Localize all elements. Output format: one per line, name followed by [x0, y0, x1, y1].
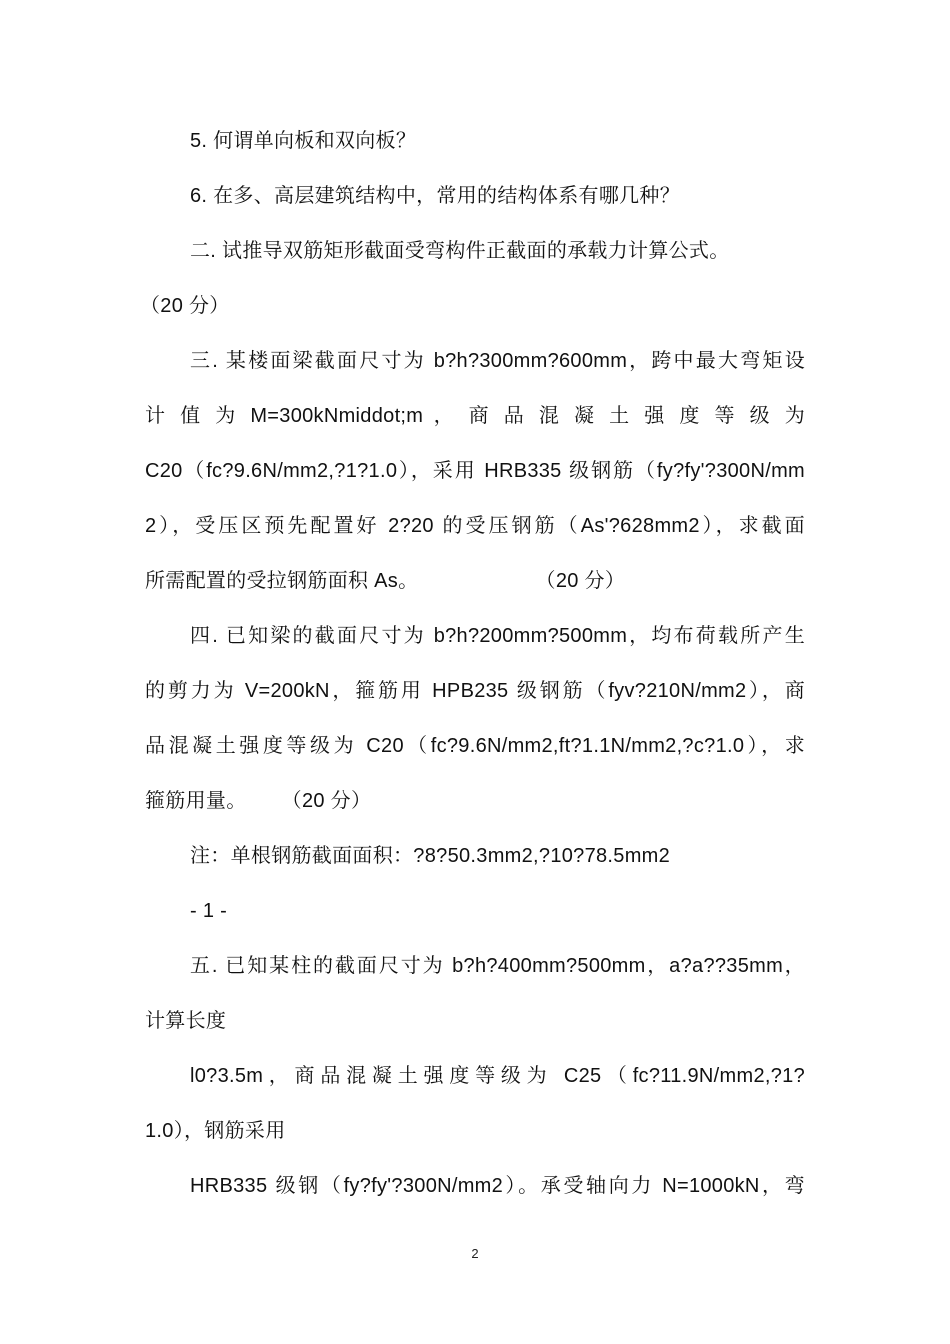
section-3-line-2: 计 值 为 M=300kNmiddot;m ， 商 品 混 凝 土 强 度 等 级 为 — [145, 405, 805, 427]
page-number: 2 — [471, 1246, 479, 1261]
section-5-line-1: 五. 已知某柱的截面尺寸为 b?h?400mm?500mm，a?a??35mm， — [190, 955, 805, 977]
section-3-line-5: 所需配置的受拉钢筋面积 As。 （20 分） — [145, 570, 626, 592]
section-3-line-3: C20（fc?9.6N/mm2,?1?1.0），采用 HRB335 级钢筋（fy?fy'?300N/mm — [145, 460, 805, 482]
rebar-area-note: 注：单根钢筋截面面积：?8?50.3mm2,?10?78.5mm2 — [190, 845, 671, 867]
section-5-line-4: 1.0），钢筋采用 — [145, 1120, 286, 1142]
section-4-line-4: 箍筋用量。 （20 分） — [145, 790, 372, 812]
section-5-line-2: 计算长度 — [145, 1010, 227, 1032]
section-4-line-2: 的剪力为 V=200kN，箍筋用 HPB235 级钢筋（fyv?210N/mm2），商 — [145, 680, 805, 702]
section-2-heading: 二. 试推导双筋矩形截面受弯构件正截面的承载力计算公式。 — [190, 240, 730, 262]
inline-page-marker: - 1 - — [190, 900, 228, 922]
section-4-line-1: 四. 已知梁的截面尺寸为 b?h?200mm?500mm，均布荷载所产生 — [190, 625, 805, 647]
section-3-line-4: 2），受压区预先配置好 2?20 的受压钢筋（As'?628mm2），求截面 — [145, 515, 805, 537]
question-6: 6. 在多、高层建筑结构中，常用的结构体系有哪几种？ — [190, 185, 681, 207]
section-4-line-3: 品混凝土强度等级为 C20（fc?9.6N/mm2,ft?1.1N/mm2,?c?1.0），求 — [145, 735, 805, 757]
section-3-line-1: 三. 某楼面梁截面尺寸为 b?h?300mm?600mm，跨中最大弯矩设 — [190, 350, 805, 372]
section-5-line-3: l0?3.5m，商品混凝土强度等级为 C25（fc?11.9N/mm2,?1? — [190, 1065, 805, 1087]
section-2-score: （20 分） — [140, 295, 230, 317]
section-5-line-5: HRB335 级钢（fy?fy'?300N/mm2）。承受轴向力 N=1000kN，弯 — [190, 1175, 805, 1197]
question-5: 5. 何谓单向板和双向板？ — [190, 130, 417, 152]
